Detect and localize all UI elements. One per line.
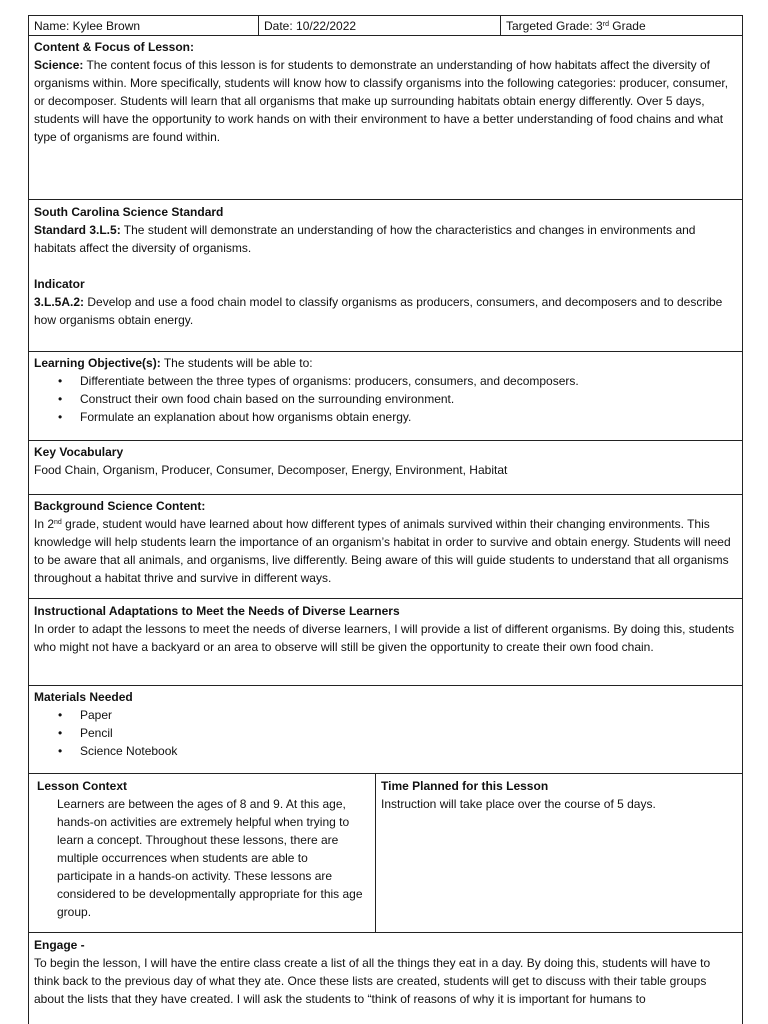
- content-focus-heading: Content & Focus of Lesson:: [34, 40, 194, 54]
- vocabulary-heading: Key Vocabulary: [34, 445, 124, 459]
- adaptations-text: In order to adapt the lessons to meet the needs of diverse learners, I will provide a list of different organisms. By doing this, students who might not have a backyard or an area to observe will still be given the opportunity to create their own food chain.: [34, 622, 735, 654]
- content-focus-text: Science: The content focus of this lesson is for students to demonstrate an understanding of how habitats affect the diversity of organisms within. More specifically, students will know how to classify organisms into the following categories: producer, consumer, or decomposer. Students will learn that all organisms that make up surrounding habitats obtain energy differently. Over 5 days, students will have the opportunity to work hands on with their environment to have a better understanding of food chains and what type of organisms are found within.: [34, 58, 729, 144]
- objective-item: • Formulate an explanation about how organisms obtain energy.: [80, 408, 737, 426]
- engage-heading: Engage -: [34, 938, 85, 952]
- grade-text: Targeted Grade: 3rd Grade: [506, 19, 646, 33]
- lesson-context-text: Learners are between the ages of 8 and 9. At this age, hands-on activities are extremely helpful when trying to learn a concept. Throughout these lessons, there are multiple occurrences when students are able to participate in a hands-on activity. These lessons are considered to be developmentally appropriate for this age group.: [57, 797, 363, 919]
- objectives-list: [34, 372, 737, 426]
- standard-text: Standard 3.L.5: The student will demonstrate an understanding of how the characteristics and changes in environments and habitats affect the diversity of organisms.: [34, 223, 696, 255]
- objective-item: • Construct their own food chain based on the surrounding environment.: [80, 390, 737, 408]
- name-cell: [29, 16, 258, 35]
- objective-item: • Differentiate between the three types of organisms: producers, consumers, and decomposers.: [80, 372, 737, 390]
- indicator-text: 3.L.5A.2: Develop and use a food chain model to classify organisms as producers, consumers, and decomposers and to describe how organisms obtain energy.: [34, 295, 723, 327]
- background-section: [29, 494, 742, 598]
- objectives-intro: Learning Objective(s): The students will be able to:: [34, 356, 313, 370]
- engage-section: [29, 932, 742, 1024]
- material-item: • Science Notebook: [80, 742, 737, 760]
- material-item: • Pencil: [80, 724, 737, 742]
- background-heading: Background Science Content:: [34, 499, 206, 513]
- header-row: [29, 15, 742, 35]
- date-cell: [259, 16, 500, 35]
- materials-section: [29, 685, 742, 773]
- lesson-context-heading: Lesson Context: [37, 779, 128, 793]
- standard-heading: South Carolina Science Standard: [34, 205, 224, 219]
- engage-text: To begin the lesson, I will have the entire class create a list of all the things they eat in a day. By doing this, students will have to think back to the previous day of what they ate. Once these lists are created, students will get to discuss with their table groups about the lists that they have created. I will ask the students to “think of reasons of why it is important for humans to: [34, 956, 711, 1006]
- grade-cell: [501, 16, 742, 35]
- lesson-plan-table: [28, 15, 743, 1024]
- name-text: Name: Kylee Brown: [34, 19, 141, 33]
- adaptations-section: [29, 598, 742, 685]
- objectives-section: [29, 351, 742, 440]
- materials-list: [34, 706, 737, 760]
- time-planned-heading: Time Planned for this Lesson: [381, 779, 549, 793]
- lesson-context-cell: [29, 774, 375, 932]
- materials-heading: Materials Needed: [34, 690, 133, 704]
- background-text: In 2nd grade, student would have learned about how different types of animals survived within their changing environments. This knowledge will help students learn the importance of an organism’s habitat in order to survive and obtain energy. Students will need to be aware that all animals, and organisms, live differently. Being aware of this will guide students to understand that all organisms throughout a habitat thrive and survive in different ways.: [34, 517, 731, 585]
- indicator-heading: Indicator: [34, 277, 85, 291]
- vocabulary-text: Food Chain, Organism, Producer, Consumer, Decomposer, Energy, Environment, Habitat: [34, 463, 508, 477]
- material-item: • Paper: [80, 706, 737, 724]
- vocabulary-section: [29, 440, 742, 494]
- time-planned-cell: [376, 774, 742, 932]
- context-time-row: [29, 773, 742, 932]
- content-focus-section: [29, 35, 742, 199]
- time-planned-text: Instruction will take place over the course of 5 days.: [381, 797, 656, 811]
- date-text: Date: 10/22/2022: [264, 19, 357, 33]
- standard-section: [29, 199, 742, 351]
- adaptations-heading: Instructional Adaptations to Meet the Needs of Diverse Learners: [34, 604, 400, 618]
